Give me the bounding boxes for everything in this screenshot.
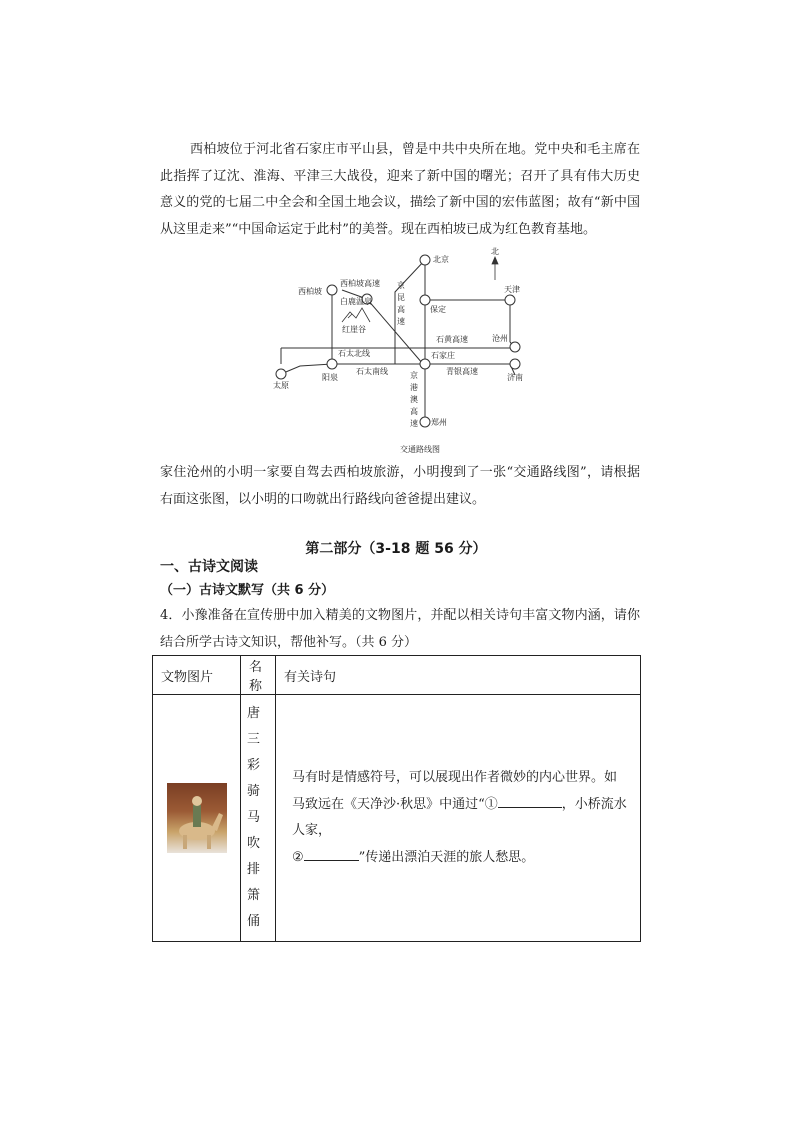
- relic-image-cell: [153, 695, 241, 942]
- label-jinggang-3: 澳: [410, 395, 418, 404]
- mountain-icon: [342, 308, 370, 322]
- city-node-zhengzhou: [420, 417, 430, 427]
- label-xibaipo-expressway: 西柏坡高速: [340, 279, 380, 288]
- intro-paragraph: 西柏坡位于河北省石家庄市平山县，曾是中共中央所在地。党中央和毛主席在此指挥了辽沈、淮海、平津三大战役，迎来了新中国的曙光；召开了具有伟大历史意义的党的七届二中全会和全国土地会议，描绘了新中国的宏伟蓝图；故有“新中国从这里走来”“中国命运定于此村”的美誉。现在西柏坡已成为红色教育基地。: [160, 142, 640, 237]
- relic-poem: [276, 695, 641, 942]
- poem-line-1: 马有时是情感符号，可以展现出作者微妙的内心世界。如马致远在《天净沙·秋思》中通过“①: [292, 770, 618, 812]
- city-node-beijing: [420, 255, 430, 265]
- part-title: 第二部分（3-18 题 56 分）: [305, 541, 487, 557]
- north-arrow-icon: [492, 257, 498, 280]
- label-shihuang: 石黄高速: [436, 335, 468, 344]
- label-cangzhou: 沧州: [492, 334, 508, 343]
- city-node-baoding: [420, 295, 430, 305]
- north-label: 北: [491, 247, 499, 256]
- city-node-yangquan: [327, 359, 337, 369]
- question-4: 4．小豫准备在宣传册中加入精美的文物图片，并配以相关诗句丰富文物内涵，请你结合所学古诗文知识，帮他补写。（共 6 分）: [160, 608, 640, 650]
- label-jinggang-1: 京: [410, 371, 418, 380]
- label-shitai-south: 石太南线: [356, 367, 388, 376]
- traffic-route-map: [270, 240, 540, 460]
- poem-line-2-start: ②: [292, 849, 304, 865]
- label-yangquan: 阳泉: [322, 373, 338, 382]
- horse-figurine-image: [167, 783, 227, 853]
- header-poem: 有关诗句: [276, 656, 641, 695]
- label-jinggang-2: 港: [410, 383, 418, 392]
- table-row: [153, 695, 641, 942]
- table-header-row: [153, 656, 641, 695]
- label-beijing: 北京: [433, 255, 449, 264]
- label-jingkun-2: 昆: [397, 293, 405, 302]
- header-name: 名称: [241, 656, 276, 695]
- city-node-taiyuan: [276, 369, 286, 379]
- label-jinggang-4: 高: [410, 407, 418, 416]
- city-node-tianjin: [505, 295, 515, 305]
- label-hongyagu: 红崖谷: [342, 325, 366, 334]
- label-jinggang-5: 速: [410, 419, 418, 428]
- blank-1-input[interactable]: [498, 793, 562, 808]
- label-shitai-north: 石太北线: [338, 349, 370, 358]
- label-taiyuan: 太原: [273, 381, 289, 390]
- label-shijiazhuang: 石家庄: [431, 351, 455, 360]
- label-jingkun-1: 京: [397, 281, 405, 290]
- city-node-shijiazhuang: [420, 359, 430, 369]
- blank-2-input[interactable]: [304, 846, 359, 861]
- city-node-xibaipo: [327, 285, 337, 295]
- header-image: 文物图片: [153, 656, 241, 695]
- map-caption: 交通路线图: [400, 445, 440, 454]
- city-node-jinan: [510, 359, 520, 369]
- label-qingyin: 青银高速: [446, 367, 478, 376]
- poem-line-2-end: ”传递出漂泊天涯的旅人愁思。: [358, 849, 535, 865]
- label-zhengzhou: 郑州: [431, 418, 447, 427]
- label-jingkun-3: 高: [397, 305, 405, 314]
- label-tianjin: 天津: [504, 285, 520, 294]
- relics-table: [152, 655, 641, 942]
- label-jingkun-4: 速: [397, 317, 405, 326]
- relic-name: 唐三彩骑马吹排箫俑: [241, 695, 276, 942]
- section-heading: 一、古诗文阅读: [160, 559, 258, 575]
- label-jinan: 济南: [507, 373, 523, 382]
- label-baoding: 保定: [430, 305, 446, 314]
- poem-line-1-end: ，小桥流水人家，: [292, 796, 627, 838]
- subsection-heading: （一）古诗文默写（共 6 分）: [160, 583, 335, 598]
- task-paragraph: 家住沧州的小明一家要自驾去西柏坡旅游，小明搜到了一张“交通路线图”，请根据右面这张图，以小明的口吻就出行路线向爸爸提出建议。: [160, 465, 640, 507]
- city-node-cangzhou: [510, 342, 520, 352]
- label-baixiang: 白鹿温泉: [340, 297, 372, 306]
- label-xibaipo: 西柏坡: [298, 287, 322, 296]
